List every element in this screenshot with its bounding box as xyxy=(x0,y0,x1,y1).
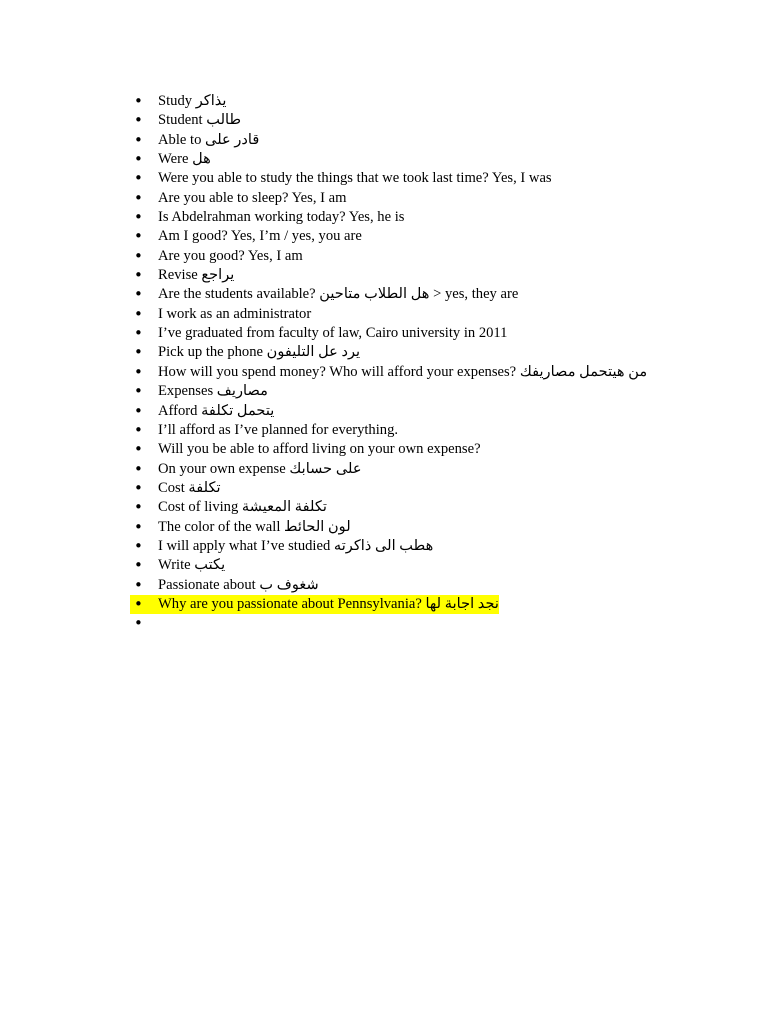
bullet-marker: • xyxy=(134,556,143,575)
bullet-marker: • xyxy=(134,517,143,536)
bullet-marker: • xyxy=(134,188,143,207)
bullet-marker: • xyxy=(134,401,143,420)
list-item xyxy=(130,189,750,208)
bullet-marker: • xyxy=(134,150,143,169)
bullet-marker: • xyxy=(134,478,143,497)
list-item-text: Expenses مصاريف xyxy=(158,383,268,400)
bullet-marker: • xyxy=(134,266,143,285)
list-item-text: Is Abdelrahman working today? Yes, he is xyxy=(158,209,405,226)
list-item xyxy=(130,227,750,246)
list-item xyxy=(130,460,750,479)
bullet-marker: • xyxy=(130,595,158,614)
list-item-text: I’ll afford as I’ve planned for everything. xyxy=(158,421,399,438)
list-item-text: Write يكتب xyxy=(158,557,226,574)
list-item-text: The color of the wall لون الحائط xyxy=(158,518,351,535)
bullet-marker: • xyxy=(134,304,143,323)
list-item xyxy=(130,556,750,575)
list-item xyxy=(130,343,750,362)
list-item-text: Able to قادر على xyxy=(158,131,260,148)
bullet-marker: • xyxy=(134,420,143,439)
list-item-text: Revise يراجع xyxy=(158,267,235,284)
bullet-marker: • xyxy=(134,227,143,246)
list-item-text: Were هل xyxy=(158,151,211,168)
list-item xyxy=(130,266,750,285)
list-item xyxy=(130,518,750,537)
list-item-text: Pick up the phone يرد عل التليفون xyxy=(158,344,361,361)
bullet-marker: • xyxy=(134,92,143,110)
list-item xyxy=(130,595,750,614)
bullet-marker: • xyxy=(134,362,143,381)
list-item xyxy=(130,402,750,421)
list-item xyxy=(130,111,750,130)
bullet-marker: • xyxy=(134,169,143,188)
list-item xyxy=(130,150,750,169)
list-item xyxy=(130,131,750,150)
list-item-text: Are you good? Yes, I am xyxy=(158,247,303,264)
list-item xyxy=(130,479,750,498)
bullet-marker: • xyxy=(134,498,143,517)
list-item xyxy=(130,363,750,382)
bullet-marker: • xyxy=(134,536,143,555)
list-item xyxy=(130,305,750,324)
list-item xyxy=(130,92,750,111)
list-item-text: Am I good? Yes, I’m / yes, you are xyxy=(158,228,362,245)
list-item-text: Are the students available? هل الطلاب متاحين > yes, they are xyxy=(158,286,519,303)
list-item xyxy=(130,614,750,633)
list-item-text: Afford يتحمل تكلفة xyxy=(158,402,275,419)
list-item-text: I will apply what I’ve studied هطب الى ذاكرته xyxy=(158,537,434,554)
list-item xyxy=(130,169,750,188)
list-item xyxy=(130,382,750,401)
bullet-marker: • xyxy=(134,324,143,343)
bullet-marker: • xyxy=(134,208,143,227)
list-item xyxy=(130,537,750,556)
list-item-text: I work as an administrator xyxy=(158,305,312,322)
bullet-marker: • xyxy=(134,382,143,401)
bullet-marker: • xyxy=(134,440,143,459)
bullet-marker: • xyxy=(134,285,143,304)
list-item xyxy=(130,498,750,517)
list-item-text: I’ve graduated from faculty of law, Cairo university in 2011 xyxy=(158,325,508,342)
list-item xyxy=(130,421,750,440)
bullet-marker: • xyxy=(134,459,143,478)
highlighted-item-text: Why are you passionate about Pennsylvania? نجد اجابة لها xyxy=(158,595,499,614)
list-item-text: Study يذاكر xyxy=(158,93,227,109)
list-item-text: Cost تكلفة xyxy=(158,479,221,496)
list-item xyxy=(130,247,750,266)
bullet-list xyxy=(130,92,750,634)
list-item xyxy=(130,208,750,227)
bullet-marker: • xyxy=(134,575,143,594)
list-item-text: How will you spend money? Who will afford your expenses? من هيتحمل مصاريفك xyxy=(158,363,648,380)
bullet-marker: • xyxy=(134,130,143,149)
list-item-text: On your own expense على حسابك xyxy=(158,460,362,477)
list-item-text: Cost of living تكلفة المعيشة xyxy=(158,499,327,516)
list-item-text: Will you be able to afford living on your own expense? xyxy=(158,441,481,458)
bullet-marker: • xyxy=(134,343,143,362)
list-item xyxy=(130,324,750,343)
bullet-marker: • xyxy=(134,246,143,265)
list-item-text: Student طالب xyxy=(158,112,242,129)
list-item-text: Passionate about شغوف ب xyxy=(158,576,319,593)
list-item xyxy=(130,285,750,304)
list-item-text: Were you able to study the things that we took last time? Yes, I was xyxy=(158,170,552,187)
bullet-marker: • xyxy=(134,614,143,633)
list-item xyxy=(130,576,750,595)
list-item-text: Are you able to sleep? Yes, I am xyxy=(158,189,347,206)
bullet-marker: • xyxy=(134,111,143,130)
list-item xyxy=(130,440,750,459)
